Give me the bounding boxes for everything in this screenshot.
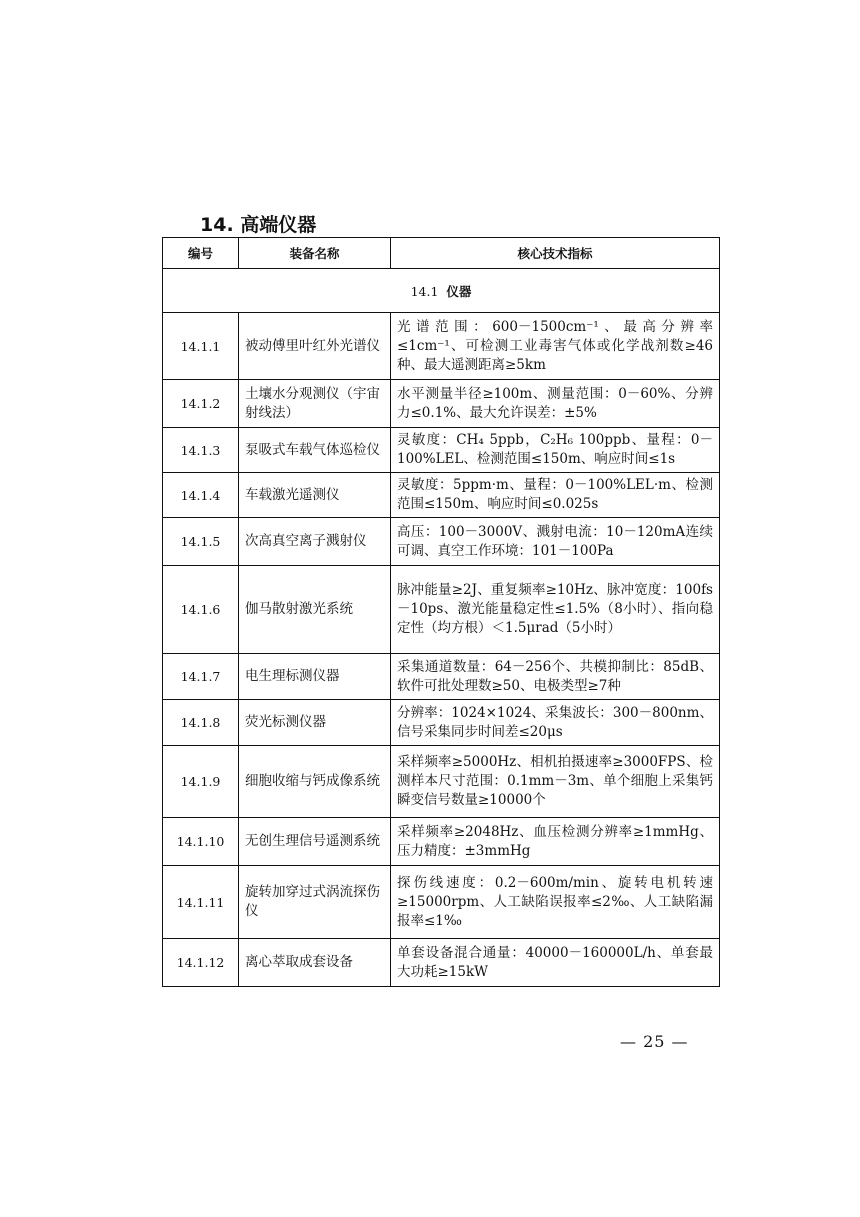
row-code: 14.1.8 — [163, 700, 239, 746]
row-name: 土壤水分观测仪（宇宙射线法） — [239, 380, 391, 428]
row-spec: 脉冲能量≥2J、重复频率≥10Hz、脉冲宽度：100fs－10ps、激光能量稳定性≤1.5%（8小时）、指向稳定性（均方根）＜1.5μrad（5小时） — [391, 566, 720, 654]
table-row — [163, 654, 720, 700]
row-name: 被动傅里叶红外光谱仪 — [239, 313, 391, 380]
table-header-row — [163, 238, 720, 269]
row-spec: 采样频率≥2048Hz、血压检测分辨率≥1mmHg、压力精度：±3mmHg — [391, 818, 720, 866]
row-code: 14.1.11 — [163, 866, 239, 939]
group-cell — [163, 269, 720, 313]
row-name: 旋转加穿过式涡流探伤仪 — [239, 866, 391, 939]
row-spec: 单套设备混合通量：40000－160000L/h、单套最大功耗≥15kW — [391, 939, 720, 987]
row-code: 14.1.10 — [163, 818, 239, 866]
row-spec: 分辨率：1024×1024、采集波长：300－800nm、信号采集同步时间差≤20μs — [391, 700, 720, 746]
row-spec: 水平测量半径≥100m、测量范围：0－60%、分辨力≤0.1%、最大允许误差：±5% — [391, 380, 720, 428]
group-row — [163, 269, 720, 313]
page-number: — 25 — — [620, 1032, 689, 1051]
row-spec: 灵敏度：CH₄ 5ppb，C₂H₆ 100ppb、量程：0－100%LEL、检测范围≤150m、响应时间≤1s — [391, 428, 720, 473]
row-name: 泵吸式车载气体巡检仪 — [239, 428, 391, 473]
equipment-spec-table — [162, 237, 720, 987]
row-code: 14.1.2 — [163, 380, 239, 428]
row-code: 14.1.7 — [163, 654, 239, 700]
row-spec: 高压：100－3000V、溅射电流：10－120mA连续可调、真空工作环境：101－100Pa — [391, 518, 720, 566]
table-row — [163, 473, 720, 518]
header-code: 编号 — [163, 238, 239, 269]
table-row — [163, 939, 720, 987]
section-title: 14. 高端仪器 — [200, 214, 317, 236]
row-spec: 灵敏度：5ppm·m、量程：0－100%LEL·m、检测范围≤150m、响应时间≤0.025s — [391, 473, 720, 518]
row-code: 14.1.3 — [163, 428, 239, 473]
table-row — [163, 566, 720, 654]
group-name: 仪器 — [446, 283, 472, 299]
table-row — [163, 380, 720, 428]
row-name: 伽马散射激光系统 — [239, 566, 391, 654]
row-code: 14.1.6 — [163, 566, 239, 654]
row-spec: 光谱范围：600－1500cm⁻¹、最高分辨率≤1cm⁻¹、可检测工业毒害气体或化学战剂数≥46种、最大遥测距离≥5km — [391, 313, 720, 380]
table-row — [163, 428, 720, 473]
row-name: 电生理标测仪器 — [239, 654, 391, 700]
row-name: 细胞收缩与钙成像系统 — [239, 746, 391, 818]
row-name: 无创生理信号遥测系统 — [239, 818, 391, 866]
header-spec: 核心技术指标 — [391, 238, 720, 269]
table-row — [163, 866, 720, 939]
row-code: 14.1.12 — [163, 939, 239, 987]
table-row — [163, 313, 720, 380]
row-code: 14.1.5 — [163, 518, 239, 566]
row-name: 荧光标测仪器 — [239, 700, 391, 746]
table-row — [163, 518, 720, 566]
table-row — [163, 746, 720, 818]
row-spec: 探伤线速度：0.2－600m/min、旋转电机转速≥15000rpm、人工缺陷误报率≤2‰、人工缺陷漏报率≤1‰ — [391, 866, 720, 939]
table-row — [163, 700, 720, 746]
row-code: 14.1.9 — [163, 746, 239, 818]
group-code: 14.1 — [410, 283, 439, 299]
row-name: 离心萃取成套设备 — [239, 939, 391, 987]
row-name: 次高真空离子溅射仪 — [239, 518, 391, 566]
row-name: 车载激光遥测仪 — [239, 473, 391, 518]
row-code: 14.1.4 — [163, 473, 239, 518]
row-spec: 采集通道数量：64－256个、共模抑制比：85dB、软件可批处理数≥50、电极类型≥7种 — [391, 654, 720, 700]
row-spec: 采样频率≥5000Hz、相机拍摄速率≥3000FPS、检测样本尺寸范围：0.1mm－3m、单个细胞上采集钙瞬变信号数量≥10000个 — [391, 746, 720, 818]
table-row — [163, 818, 720, 866]
row-code: 14.1.1 — [163, 313, 239, 380]
header-name: 装备名称 — [239, 238, 391, 269]
